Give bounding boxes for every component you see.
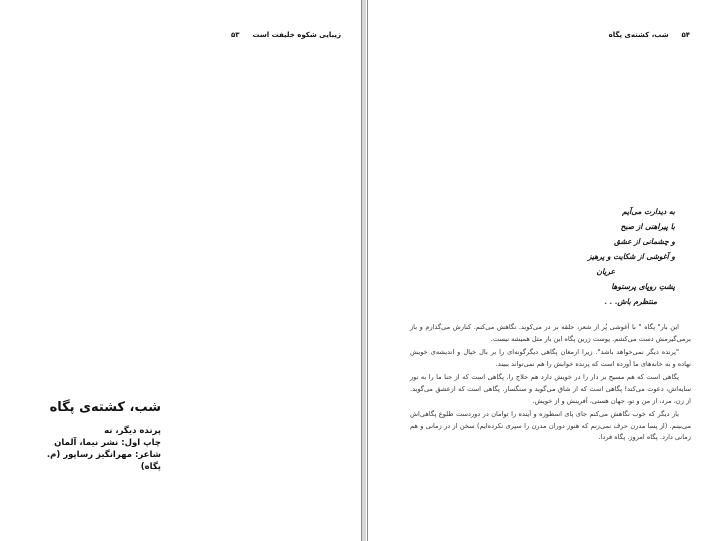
credit-line: پرنده دیگر، نه <box>104 426 161 436</box>
prose-paragraph: پگاهی است که هم مسیح بر دار را در خویش دارد هم حلاج را. پگاهی است که از حنا ما را به نور سایه‌اش، دعوت می‌کند! پگاهی است که از شاق می‌گوید و سنگسار. پگاهی است که ازعشق می‌گوید. از زن، مرد، از من و تو، جهان هستی، آفرینش و از خویش. <box>410 373 691 405</box>
right-page-number: ۵۴ <box>681 31 690 39</box>
poem-line: و چشمانی از عشق <box>614 237 675 246</box>
left-header-title: زیبایی شکوه خلیفت است <box>252 31 341 39</box>
book-title: شب، کشته‌ی پگاه <box>49 400 161 415</box>
credit-line: شاعر: مهرانگیز رساپور (م. پگاه) <box>46 450 161 472</box>
prose-paragraph: این بار" پگاه " با آغوشی پُر از شعر، حلقه بر در می‌کوبد. نگاهش می‌کنم. کنارش می‌گذارم و باز برمی‌گیرمش دست می‌کشم. پوست زرین پگاه این بار مثل همیشه نیست. <box>410 323 691 343</box>
poem-line: عریان <box>596 267 615 276</box>
left-page-header <box>40 31 341 39</box>
poem-line: منتظرم باش. . . <box>604 297 657 306</box>
left-page-number: ۵۳ <box>231 31 240 39</box>
right-page-header <box>388 31 690 39</box>
left-page <box>0 0 362 541</box>
book-gutter <box>362 0 366 541</box>
right-header-title: شب، کشته‌ی پگاه <box>608 31 669 39</box>
poem-line: به دیدارت می‌آیم <box>622 207 675 216</box>
poem-line: با پیراهنی از صبح <box>620 222 675 231</box>
right-page <box>367 0 728 541</box>
poem-line: و آغوشی از شکایت و پرهیز <box>587 252 675 261</box>
poem-line: پشتِ روپای پرستوها <box>611 282 675 291</box>
credit-line: چاپ اول: نشر نیما، آلمان <box>54 438 161 448</box>
prose-paragraph: بار دیگر که خوب نگاهش می‌کنم جای پای اسطوره و آینده را توامان در دوردست طلوع پگاهی‌اش می‌بینم. (از پسا مدرن حرف نمی‌زنم که هنوز دوران مدرن را سپری نکرده‌ایم) سخن از در زمانی و هم زمانی دارد. پگاه امروز. پگاه فردا. <box>410 410 691 442</box>
prose-paragraph: "پرنده دیگر نمی‌خواهد باشد". زیرا ارمغان پگاهی دیگرگونه‌ای را بر بال خیال و اندیشه‌ی خویش نهاده و به خانه‌های ما آورده است که پرنده خوابش را هم نمی‌تواند ببیند. <box>410 348 691 368</box>
prose-body <box>410 322 691 446</box>
title-block <box>40 400 161 473</box>
